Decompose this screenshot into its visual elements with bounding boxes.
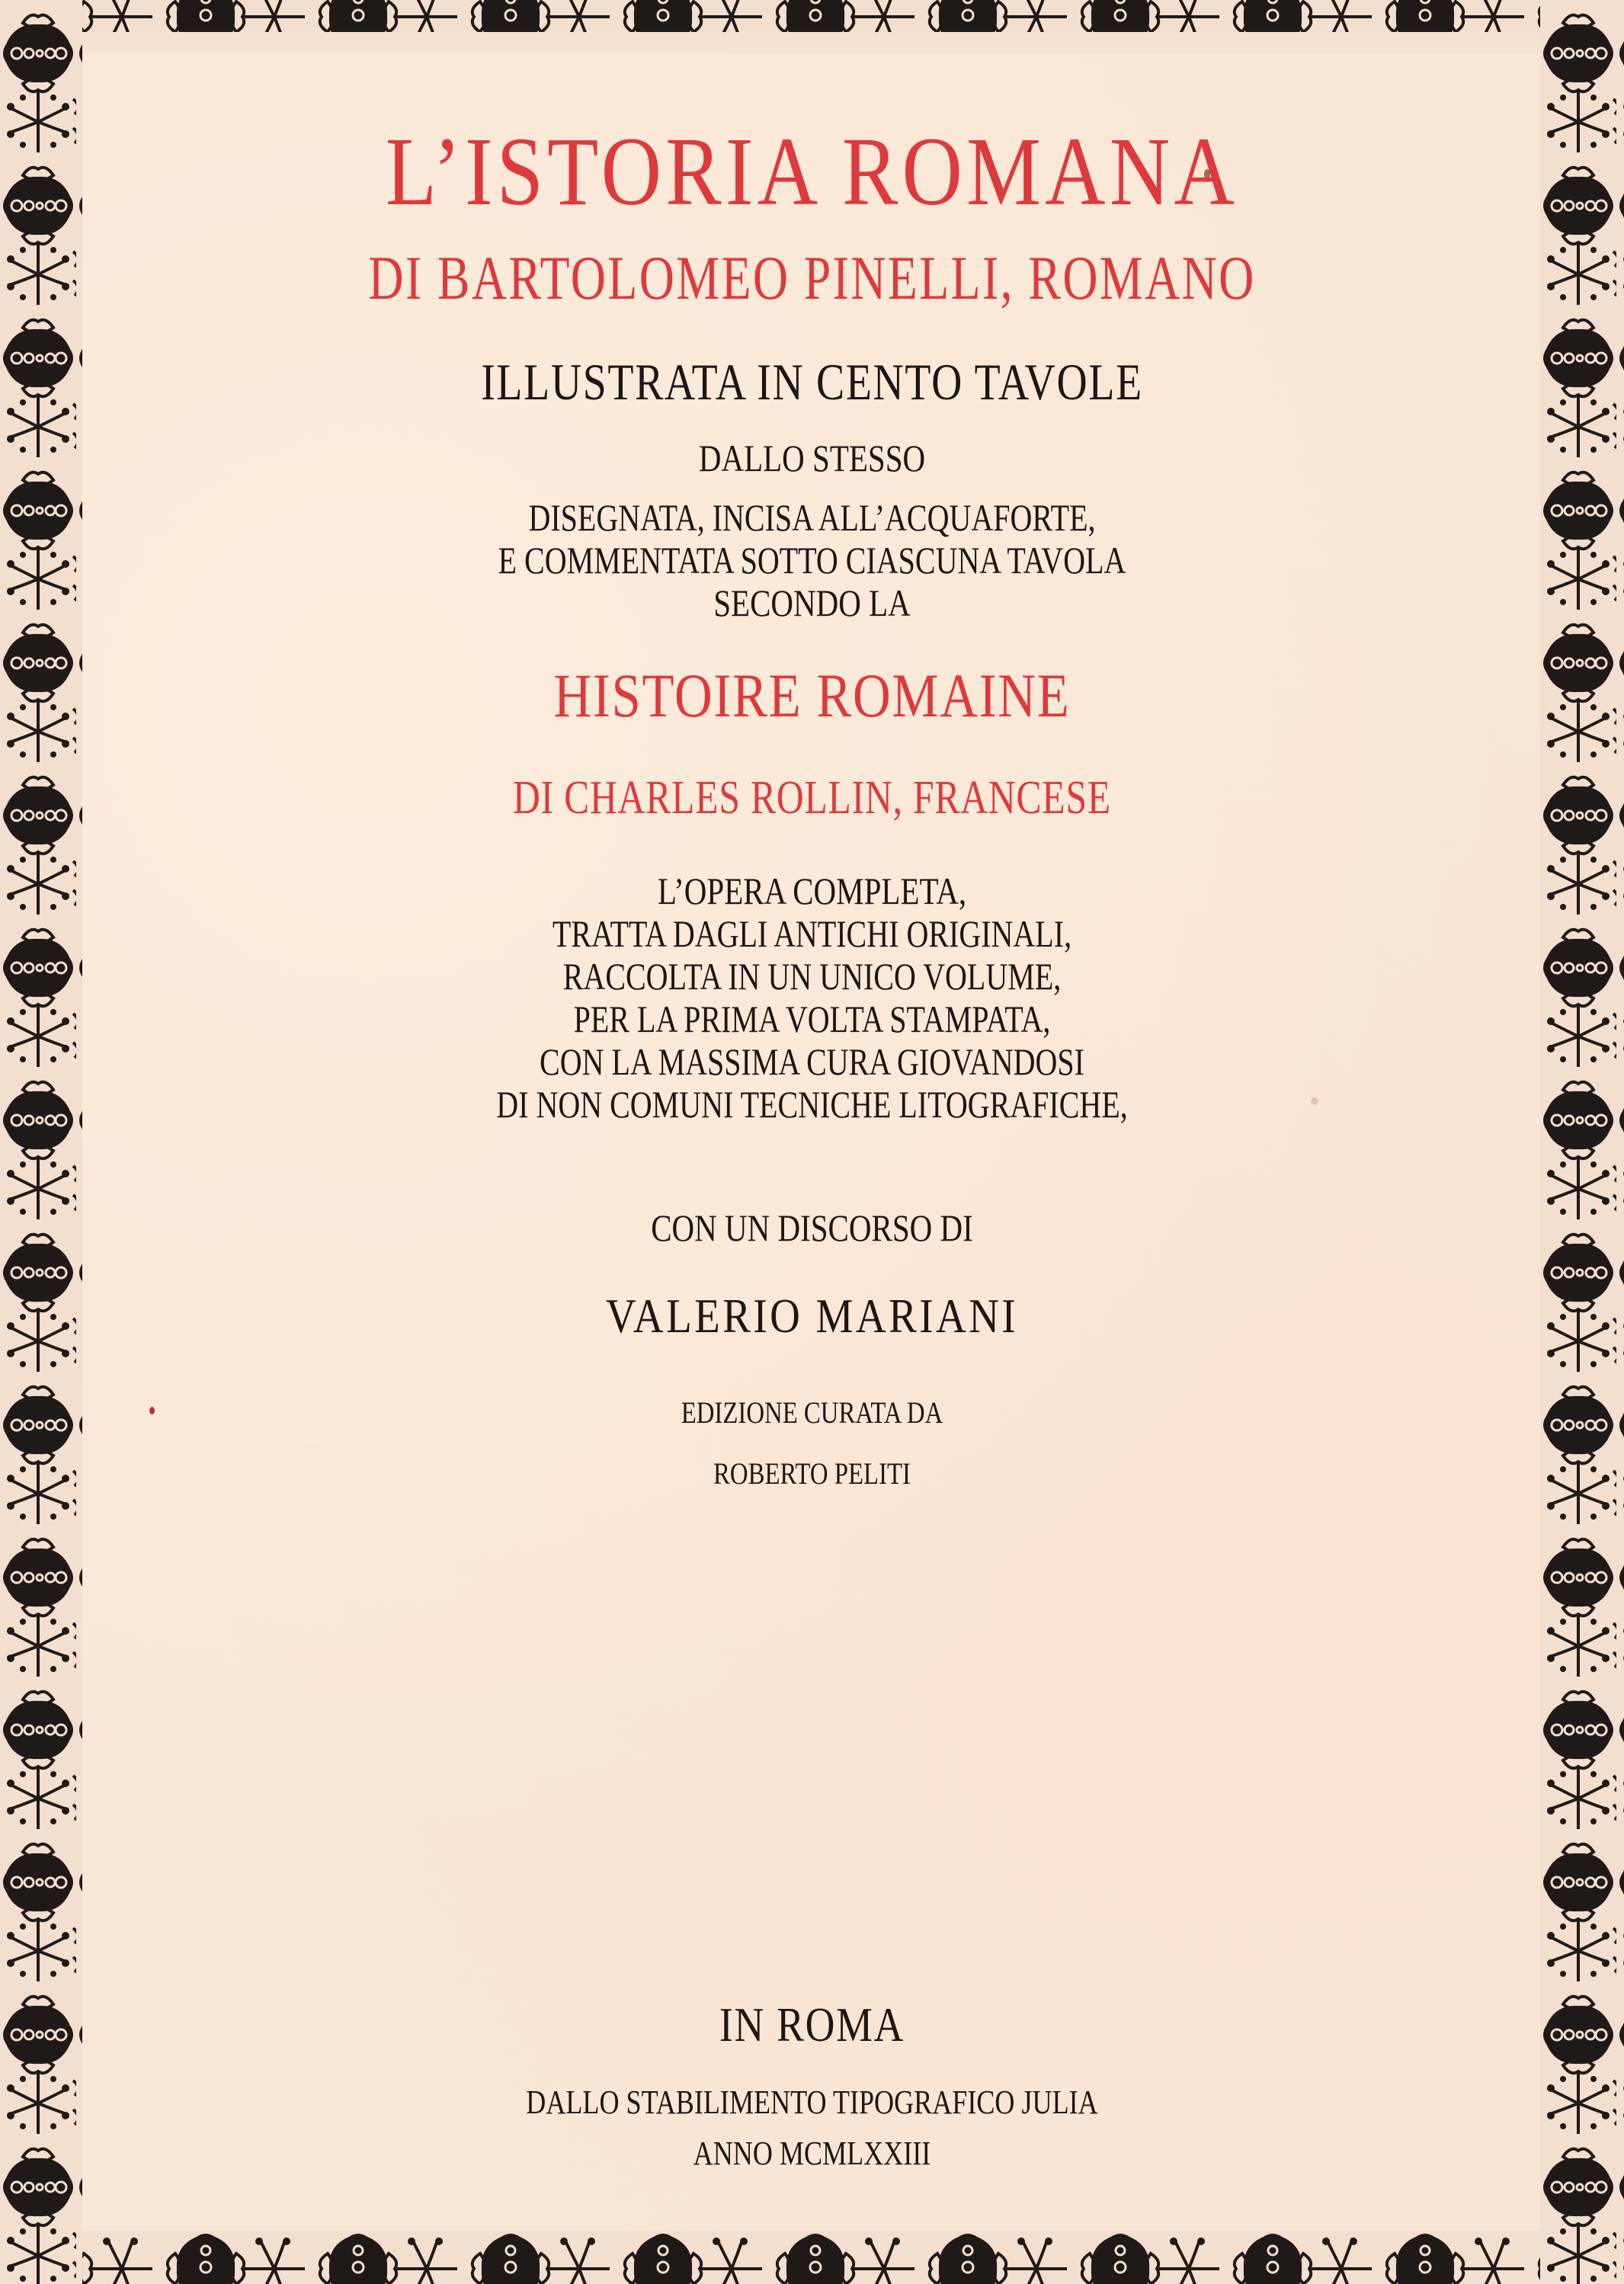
illustrated-line: ILLUSTRATA IN CENTO TAVOLE [481, 353, 1143, 411]
discourse-intro: CON UN DISCORSO DI [651, 1206, 973, 1249]
discourse-author: VALERIO MARIANI [605, 1289, 1019, 1343]
by-same-line: DALLO STESSO [698, 437, 926, 479]
commented-line: E COMMENTATA SOTTO CIASCUNA TAVOLA [498, 539, 1126, 581]
source-author: DI CHARLES ROLLIN, FRANCESE [513, 772, 1111, 824]
description-line: PER LA PRIMA VOLTA STAMPATA, [573, 998, 1051, 1040]
source-title: HISTOIRE ROMAINE [553, 661, 1071, 730]
edition-intro: EDIZIONE CURATA DA [681, 1395, 943, 1430]
description-line: L’OPERA COMPLETA, [657, 870, 967, 912]
description-line: TRATTA DAGLI ANTICHI ORIGINALI, [552, 912, 1072, 955]
book-title: L’ISTORIA ROMANA [385, 117, 1239, 226]
description-line: DI NON COMUNI TECNICHE LITOGRAFICHE, [496, 1083, 1128, 1126]
according-to-line: SECONDO LA [713, 581, 911, 624]
imprint-place: IN ROMA [719, 1997, 905, 2052]
imprint-year: ANNO MCMLXXIII [693, 2135, 931, 2172]
description-line: RACCOLTA IN UN UNICO VOLUME, [562, 955, 1062, 998]
author-line: DI BARTOLOMEO PINELLI, ROMANO [368, 243, 1256, 312]
imprint-printer: DALLO STABILIMENTO TIPOGRAFICO JULIA [526, 2084, 1098, 2121]
description-line: CON LA MASSIMA CURA GIOVANDOSI [540, 1040, 1084, 1083]
editor-name: ROBERTO PELITI [713, 1456, 911, 1491]
drawn-engraved-line: DISEGNATA, INCISA ALL’ACQUAFORTE, [528, 496, 1096, 539]
